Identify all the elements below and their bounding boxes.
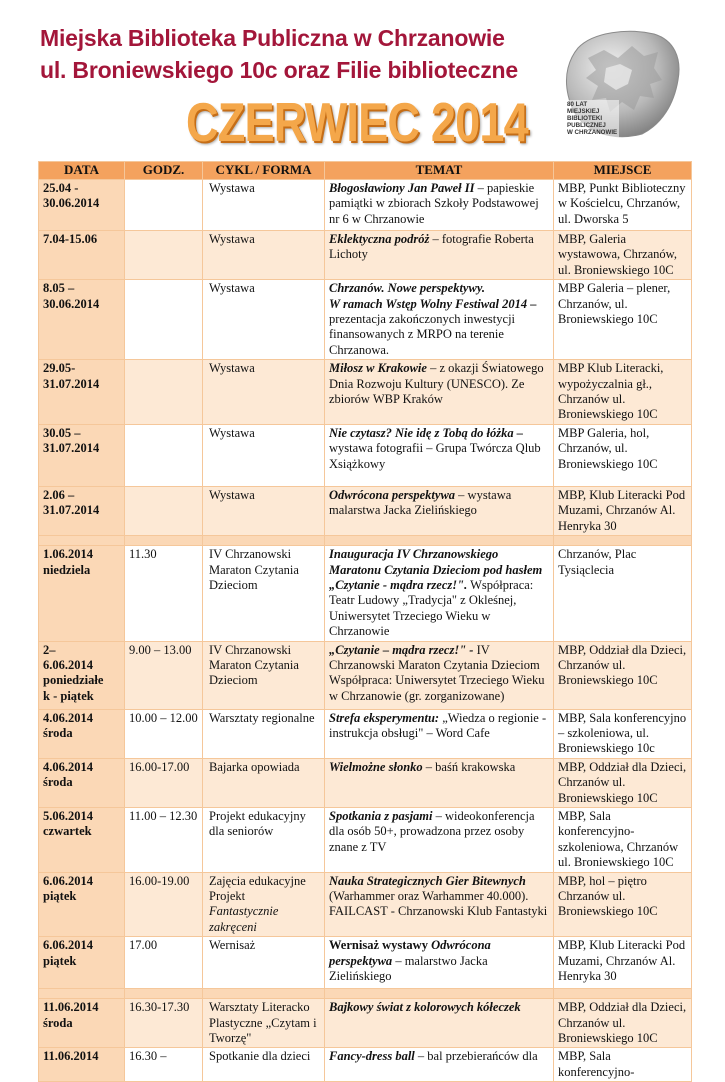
place-cell: MBP, Oddział dla Dzieci, Chrzanów ul. Broniewskiego 10C <box>554 641 692 709</box>
date-cell <box>39 486 125 535</box>
topic-text: Błogosławiony Jan Paweł II <box>329 181 475 195</box>
table-row <box>39 709 692 758</box>
place-cell: MBP Galeria – plener, Chrzanów, ul. Broniewskiego 10C <box>554 280 692 360</box>
date-line: 1.06.2014 <box>43 547 93 562</box>
topic-cell <box>325 231 554 280</box>
spacer-cell <box>39 536 125 546</box>
form-cell <box>203 872 325 937</box>
date-line: 6.06.2014 <box>43 657 93 672</box>
table-row <box>39 486 692 535</box>
spacer-cell <box>39 989 125 999</box>
form-text: Wystawa <box>209 487 255 502</box>
table-row <box>39 937 692 989</box>
form-cell <box>203 937 325 989</box>
topic-cell <box>325 709 554 758</box>
date-cell <box>39 360 125 425</box>
place-cell: MBP, Klub Literacki Pod Muzami, Chrzanów Al. Henryka 30 <box>554 937 692 989</box>
place-cell: MBP, Punkt Biblioteczny w Kościelcu, Chrzanów, ul. Dworska 5 <box>554 180 692 231</box>
topic-cell <box>325 360 554 425</box>
date-line: 31.07.2014 <box>43 503 100 518</box>
table-row <box>39 999 692 1048</box>
date-line: środa <box>43 725 73 740</box>
date-line: 30.06.2014 <box>43 196 100 211</box>
date-cell <box>39 709 125 758</box>
spacer-cell <box>203 989 325 999</box>
table-spacer-row <box>39 536 692 546</box>
date-line: 6.06.2014 <box>43 938 93 953</box>
topic-text: „Wiedza o regionie - instrukcja obsługi" – Word Cafe <box>329 710 547 740</box>
date-cell <box>39 807 125 872</box>
form-cell <box>203 999 325 1048</box>
date-line: 31.07.2014 <box>43 376 100 391</box>
date-line: 31.07.2014 <box>43 441 100 456</box>
logo-caption: 80 LAT MIEJSKIEJ BIBLIOTEKI PUBLICZNEJ W CHRZANOWIE <box>567 101 618 136</box>
time-cell <box>125 280 203 360</box>
time-cell: 17.00 <box>125 937 203 989</box>
topic-cell <box>325 1048 554 1082</box>
date-line: piątek <box>43 953 77 968</box>
date-cell <box>39 1048 125 1082</box>
table-row <box>39 758 692 807</box>
topic-text: Chrzanów. Nowe perspektywy. <box>329 281 486 296</box>
column-header-time: GODZ. <box>125 162 203 180</box>
date-line: środa <box>43 775 73 790</box>
date-line: 11.06.2014 <box>43 1049 99 1064</box>
table-row <box>39 424 692 486</box>
title-line-2: ul. Broniewskiego 10c oraz Filie biblioteczne <box>40 57 518 83</box>
place-cell: MBP, Sala konferencyjno – szkoleniowa, ul. Broniewskiego 10c <box>554 709 692 758</box>
date-cell <box>39 546 125 641</box>
date-cell <box>39 758 125 807</box>
form-text: Zajęcia edukacyjne Projekt <box>209 873 306 903</box>
topic-text: wystawa fotografii – Grupa Twórcza Qlub Xsiążkowy <box>329 441 541 471</box>
topic-cell <box>325 999 554 1048</box>
date-cell <box>39 999 125 1048</box>
topic-text: – wystawa malarstwa Jacka Zielińskiego <box>329 487 512 518</box>
date-line: k - piątek <box>43 688 94 703</box>
form-text: Warsztaty regionalne <box>209 710 315 725</box>
date-cell <box>39 424 125 486</box>
time-cell <box>125 231 203 280</box>
date-cell <box>39 180 125 231</box>
spacer-cell <box>125 989 203 999</box>
place-cell: MBP, Galeria wystawowa, Chrzanów, ul. Broniewskiego 10C <box>554 231 692 280</box>
topic-text: prezentacja zakończonych inwestycji finansowanych z MRPO na terenie Chrzanowa. <box>329 312 516 357</box>
column-header-form: CYKL / FORMA <box>203 162 325 180</box>
column-header-date: DATA <box>39 162 125 180</box>
spacer-cell <box>203 536 325 546</box>
date-cell <box>39 231 125 280</box>
date-cell <box>39 937 125 989</box>
topic-text: – fotografie Roberta Lichoty <box>329 232 534 262</box>
time-cell: 16.30 – <box>125 1048 203 1082</box>
form-cell <box>203 231 325 280</box>
time-cell: 11.30 <box>125 546 203 641</box>
topic-text: Nauka Strategicznych Gier Bitewnych <box>329 873 526 888</box>
form-text: Wystawa <box>209 232 255 246</box>
date-line: 6.06.2014 <box>43 873 93 888</box>
time-cell <box>125 424 203 486</box>
time-cell: 16.30-17.30 <box>125 999 203 1048</box>
form-cell <box>203 280 325 360</box>
topic-cell <box>325 424 554 486</box>
date-line: niedziela <box>43 562 91 577</box>
date-line: czwartek <box>43 824 92 839</box>
topic-cell <box>325 546 554 641</box>
table-row <box>39 1048 692 1082</box>
time-cell: 9.00 – 13.00 <box>125 641 203 709</box>
form-cell <box>203 180 325 231</box>
table-row <box>39 231 692 280</box>
place-cell: MBP Klub Literacki, wypożyczalnia gł., Chrzanów ul. Broniewskiego 10C <box>554 360 692 425</box>
spacer-cell <box>125 536 203 546</box>
date-line: 5.06.2014 <box>43 808 93 823</box>
topic-cell <box>325 280 554 360</box>
place-cell: MBP, Klub Literacki Pod Muzami, Chrzanów Al. Henryka 30 <box>554 486 692 535</box>
topic-text: Odwrócona perspektywa <box>329 938 491 968</box>
topic-cell <box>325 486 554 535</box>
topic-cell <box>325 758 554 807</box>
table-row <box>39 280 692 360</box>
spacer-cell <box>554 989 692 999</box>
date-cell <box>39 641 125 709</box>
topic-cell <box>325 807 554 872</box>
topic-text: Strefa eksperymentu: <box>329 710 440 725</box>
time-cell: 11.00 – 12.30 <box>125 807 203 872</box>
date-line: 2.06 – <box>43 487 75 502</box>
date-line: 7.04-15.06 <box>43 232 98 246</box>
place-cell: MBP, Sala konferencyjno- <box>554 1048 692 1082</box>
time-cell: 16.00-17.00 <box>125 758 203 807</box>
column-header-topic: TEMAT <box>325 162 554 180</box>
place-cell: MBP, hol – piętro Chrzanów ul. Broniewskiego 10C <box>554 872 692 937</box>
time-cell: 16.00-19.00 <box>125 872 203 937</box>
form-cell <box>203 641 325 709</box>
topic-text: – bal przebierańców dla <box>414 1049 538 1064</box>
time-cell <box>125 486 203 535</box>
topic-text: Bajkowy świat z kolorowych kółeczek <box>329 1000 521 1015</box>
title-line-1: Miejska Biblioteka Publiczna w Chrzanowie <box>40 25 505 51</box>
spacer-cell <box>325 989 554 999</box>
time-cell <box>125 180 203 231</box>
place-cell: MBP Galeria, hol, Chrzanów, ul. Broniewskiego 10C <box>554 424 692 486</box>
place-cell: MBP, Oddział dla Dzieci, Chrzanów ul. Broniewskiego 10C <box>554 999 692 1048</box>
table-row <box>39 546 692 641</box>
topic-text: Spotkania z pasjami <box>329 808 433 823</box>
topic-text: Nie czytasz? Nie idę z Tobą do łóżka – <box>329 425 523 440</box>
spacer-cell <box>554 536 692 546</box>
table-spacer-row <box>39 989 692 999</box>
events-table <box>38 161 692 1082</box>
topic-text: Wernisaż wystawy <box>329 938 432 953</box>
form-text: Projekt edukacyjny dla seniorów <box>209 808 306 839</box>
spacer-cell <box>325 536 554 546</box>
form-cell <box>203 486 325 535</box>
date-line: środa <box>43 1015 73 1030</box>
topic-text: – malarstwo Jacka Zielińskiego <box>329 953 488 984</box>
topic-cell <box>325 937 554 989</box>
table-row <box>39 180 692 231</box>
form-text: Bajarka opowiada <box>209 759 300 774</box>
form-text: Wystawa <box>209 425 255 440</box>
date-line: 29.05- <box>43 361 76 376</box>
topic-text: – baśń krakowska <box>422 759 516 774</box>
topic-text: Inauguracja IV Chrzanowskiego Maratonu Czytania Dzieciom pod hasłem „Czytanie - mądra rzecz!". <box>329 547 543 592</box>
date-line: 11.06.2014 <box>43 1000 99 1015</box>
date-line: 25.04 - <box>43 181 79 195</box>
form-text: Warsztaty Literacko Plastyczne „Czytam i Tworzę" <box>209 1000 317 1046</box>
date-line: 8.05 – <box>43 281 75 296</box>
place-cell: MBP, Oddział dla Dzieci, Chrzanów ul. Broniewskiego 10C <box>554 758 692 807</box>
column-header-place: MIEJSCE <box>554 162 692 180</box>
topic-text: „Czytanie – mądra rzecz!" - <box>329 642 474 657</box>
table-header-row <box>39 162 692 180</box>
date-line: 30.06.2014 <box>43 296 100 311</box>
table-row <box>39 641 692 709</box>
form-text: Spotkanie dla dzieci <box>209 1049 311 1064</box>
library-title <box>40 22 518 86</box>
events-table-body <box>39 180 692 1082</box>
date-line: 4.06.2014 <box>43 759 93 774</box>
form-text: IV Chrzanowski Maraton Czytania Dzieciom <box>209 547 299 592</box>
date-line: 30.05 – <box>43 425 81 440</box>
form-text: Wystawa <box>209 281 255 296</box>
month-banner: CZERWIEC 2014 <box>186 91 528 153</box>
form-project-name: Fantastycznie zakręceni <box>209 904 279 934</box>
topic-cell <box>325 872 554 937</box>
topic-text: Miłosz w Krakowie <box>329 361 427 376</box>
form-text: Wystawa <box>209 181 255 195</box>
table-row <box>39 872 692 937</box>
date-line: 4.06.2014 <box>43 710 93 725</box>
topic-text: Odwrócona perspektywa <box>329 487 456 502</box>
topic-text: Wielmożne słonko <box>329 759 423 774</box>
table-row <box>39 807 692 872</box>
form-text: Wystawa <box>209 361 255 376</box>
date-cell <box>39 280 125 360</box>
topic-text: IV Chrzanowski Maraton Czytania Dzieciom Współpraca: Uniwersytet Trzeciego Wieku w Chrzanowie (gr. zorganizowane) <box>329 642 545 703</box>
form-cell <box>203 758 325 807</box>
topic-text: Fancy-dress ball <box>329 1049 415 1064</box>
form-cell <box>203 1048 325 1082</box>
form-cell <box>203 709 325 758</box>
date-line: piątek <box>43 889 77 903</box>
topic-cell <box>325 180 554 231</box>
topic-text: Eklektyczna podróż <box>329 232 430 246</box>
form-cell <box>203 360 325 425</box>
table-row <box>39 360 692 425</box>
topic-text: – z okazji Światowego Dnia Rozwoju Kultury (UNESCO). Ze zbiorów WBP Kraków <box>329 361 544 407</box>
time-cell: 10.00 – 12.00 <box>125 709 203 758</box>
date-line: 2– <box>43 642 56 657</box>
date-line: poniedziałe <box>43 673 104 688</box>
topic-text: – wideokonferencja dla osób 50+, prowadzona przez osoby znane z TV <box>329 808 535 854</box>
form-cell <box>203 546 325 641</box>
form-cell <box>203 424 325 486</box>
topic-text: (Warhammer oraz Warhammer 40.000). FAILCAST - Chrzanowski Klub Fantastyki <box>329 889 548 919</box>
time-cell <box>125 360 203 425</box>
form-text: Wernisaż <box>209 938 256 953</box>
date-cell <box>39 872 125 937</box>
form-text: IV Chrzanowski Maraton Czytania Dzieciom <box>209 642 299 688</box>
topic-cell <box>325 641 554 709</box>
topic-text: Współpraca: Teatr Ludowy „Tradycja" z Okleśnej, Uniwersytet Trzeciego Wieku w Chrzanowie <box>329 577 534 639</box>
place-cell: Chrzanów, Plac Tysiąclecia <box>554 546 692 641</box>
topic-text: – papieskie pamiątki w zbiorach Szkoły Podstawowej nr 6 w Chrzanowie <box>329 181 539 226</box>
form-cell <box>203 807 325 872</box>
topic-text: W ramach Wstęp Wolny Festiwal 2014 – <box>329 296 537 311</box>
place-cell: MBP, Sala konferencyjno-szkoleniowa, Chrzanów ul. Broniewskiego 10C <box>554 807 692 872</box>
